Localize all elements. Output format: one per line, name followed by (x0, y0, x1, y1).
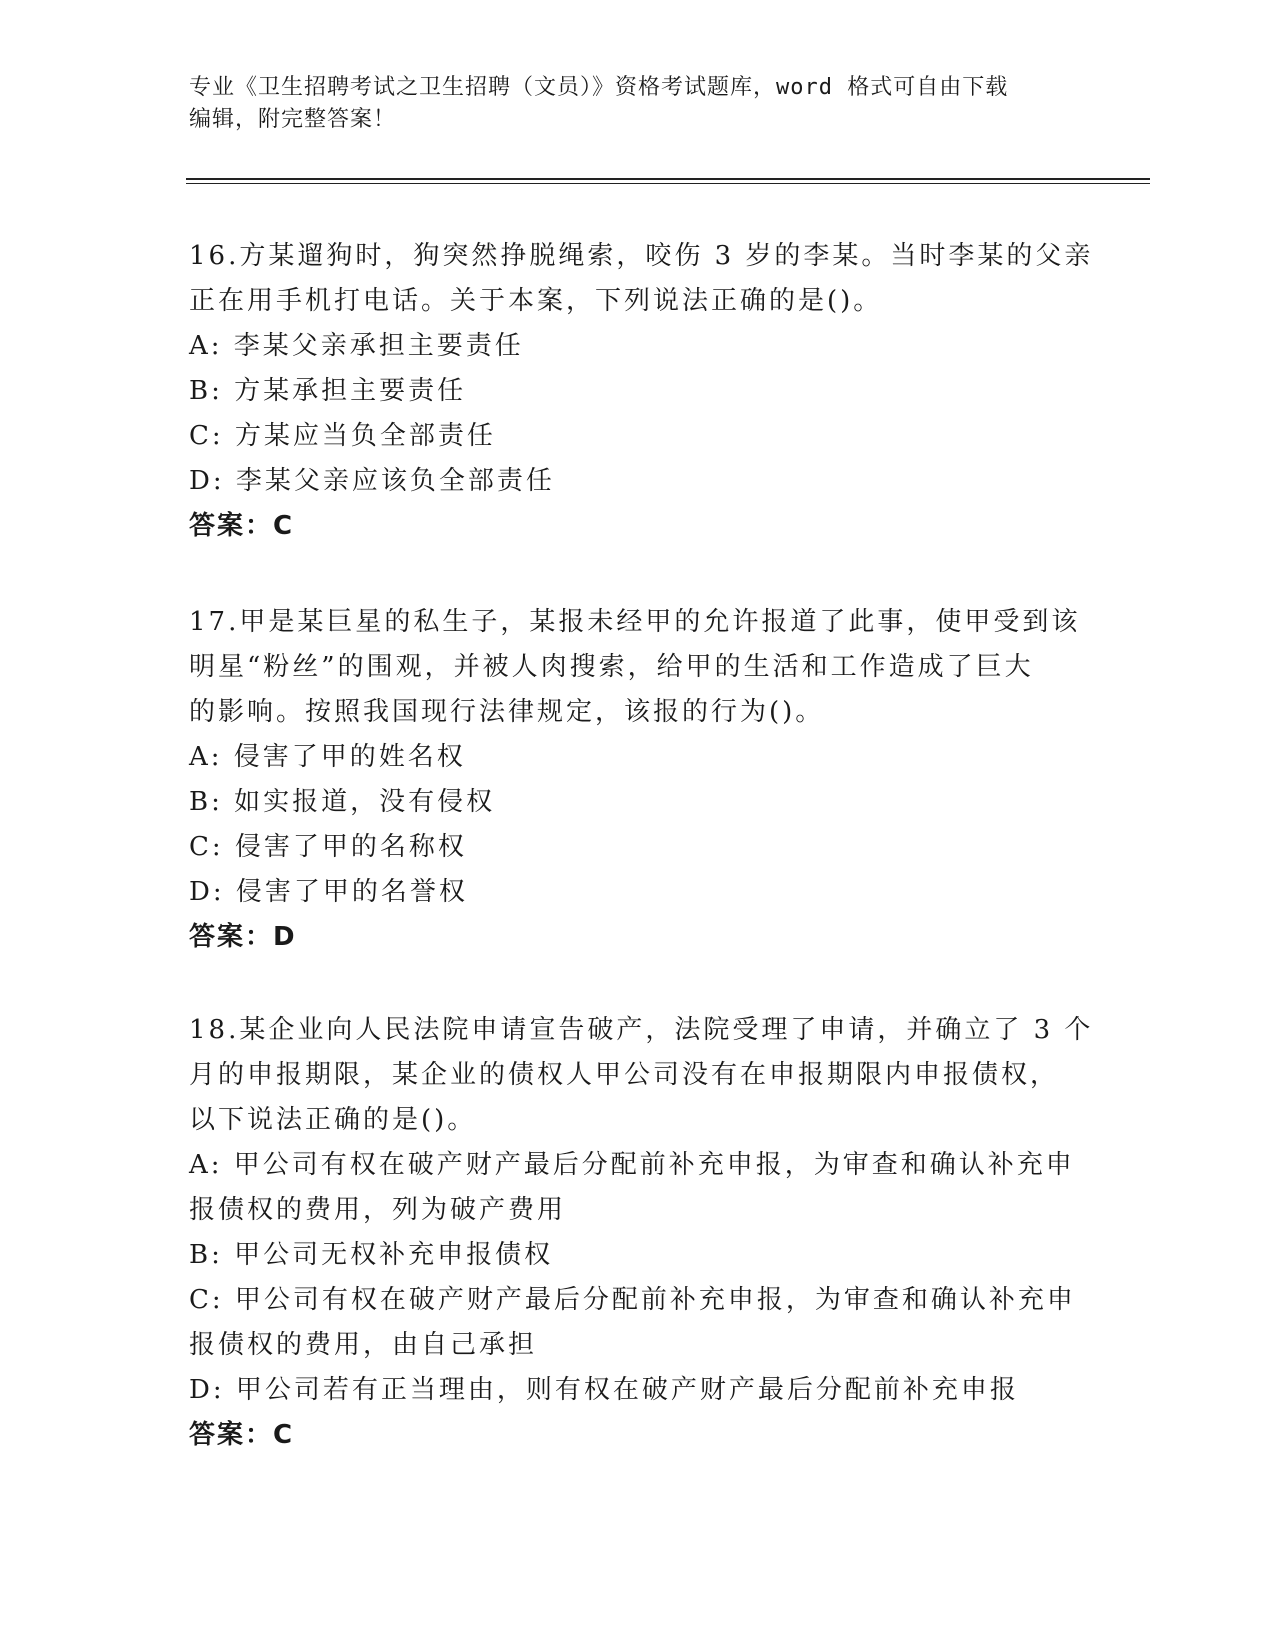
header-line-1: 专业《卫生招聘考试之卫生招聘（文员）》资格考试题库，word 格式可自由下载 (189, 75, 1009, 100)
option-a: A: 李某父亲承担主要责任 (189, 331, 524, 361)
option-c: C: 侵害了甲的名称权 (189, 832, 467, 862)
question-stem-line: 明星“粉丝”的围观，并被人肉搜索，给甲的生活和工作造成了巨大 (189, 652, 1034, 682)
question-18 (189, 1008, 1094, 1458)
option-d: D: 李某父亲应该负全部责任 (189, 466, 555, 496)
header-line-2: 编辑，附完整答案！ (189, 107, 397, 132)
question-stem-line: 以下说法正确的是()。 (189, 1105, 477, 1135)
option-c-continued: 报债权的费用，由自己承担 (189, 1330, 538, 1360)
question-stem-line: 正在用手机打电话。关于本案，下列说法正确的是()。 (189, 286, 883, 316)
option-b: B: 甲公司无权补充申报债权 (189, 1240, 554, 1270)
option-c: C: 甲公司有权在破产财产最后分配前补充申报，为审查和确认补充申 (189, 1285, 1076, 1315)
question-stem-line: 的影响。按照我国现行法律规定，该报的行为()。 (189, 697, 825, 727)
question-stem-line: 月的申报期限，某企业的债权人甲公司没有在申报期限内申报债权， (189, 1060, 1060, 1090)
header-divider-bottom (186, 183, 1150, 184)
header-divider-top (186, 178, 1150, 180)
document-header (189, 72, 1089, 136)
option-d: D: 侵害了甲的名誉权 (189, 877, 468, 907)
question-16 (189, 234, 1094, 549)
answer-label: 答案：C (189, 1420, 295, 1450)
option-b: B: 方某承担主要责任 (189, 376, 467, 406)
option-a: A: 甲公司有权在破产财产最后分配前补充申报，为审查和确认补充申 (189, 1150, 1075, 1180)
option-d: D: 甲公司若有正当理由，则有权在破产财产最后分配前补充申报 (189, 1375, 1019, 1405)
option-c: C: 方某应当负全部责任 (189, 421, 496, 451)
option-a: A: 侵害了甲的姓名权 (189, 742, 466, 772)
option-b: B: 如实报道，没有侵权 (189, 787, 496, 817)
question-stem-line: 16.方某遛狗时，狗突然挣脱绳索，咬伤 3 岁的李某。当时李某的父亲 (189, 241, 1094, 271)
answer-label: 答案：C (189, 511, 295, 541)
question-stem-line: 18.某企业向人民法院申请宣告破产，法院受理了申请，并确立了 3 个 (189, 1015, 1094, 1045)
question-stem-line: 17.甲是某巨星的私生子，某报未经甲的允许报道了此事，使甲受到该 (189, 607, 1081, 637)
option-a-continued: 报债权的费用，列为破产费用 (189, 1195, 567, 1225)
question-17 (189, 600, 1089, 960)
answer-label: 答案：D (189, 922, 297, 952)
